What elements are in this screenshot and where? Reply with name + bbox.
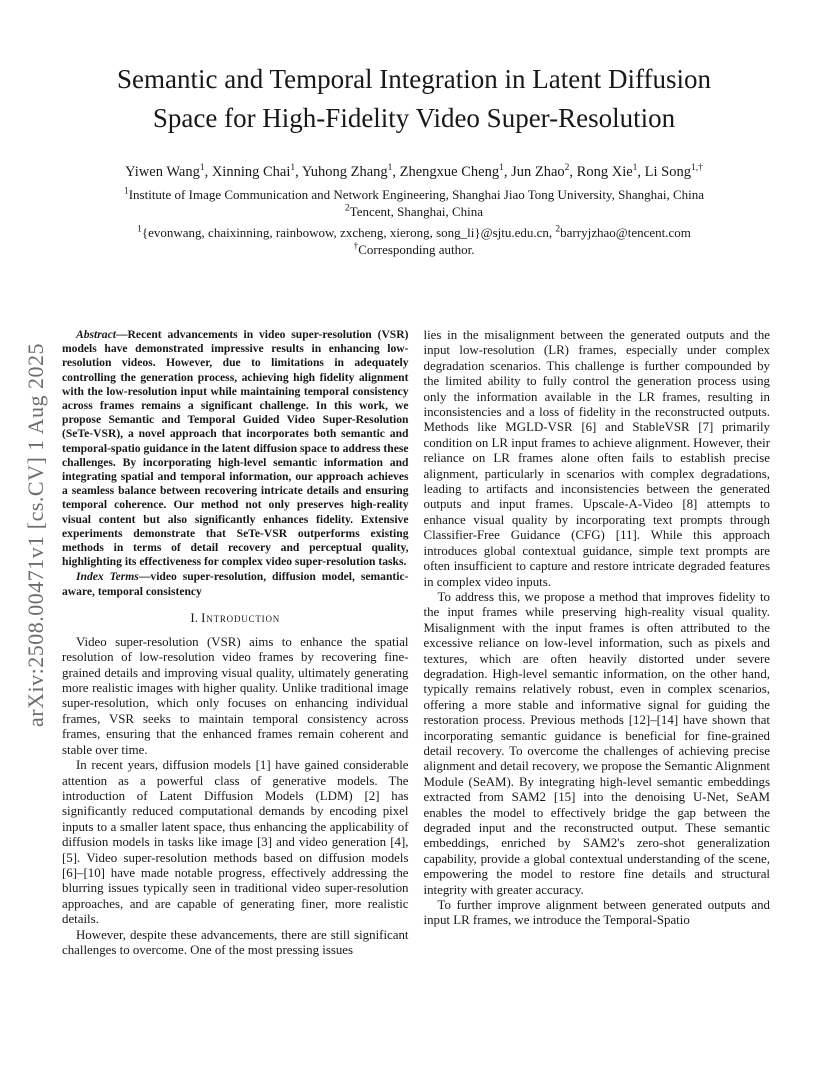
intro-paragraph: Video super-resolution (VSR) aims to enhance the spatial resolution of low-resolution video frames by recovering fine-grained details and improving visual quality, ultimately generating more realistic images with higher quality. Unlike traditional image super-resolution, which only focuses on enhancing individual frames, VSR seeks to maintain temporal consistency across frames, ensuring that the enhanced frames remain coherent and stable over time. — [62, 634, 409, 757]
author-name: Rong Xie$^1$, — [576, 163, 645, 180]
left-column — [62, 328, 409, 958]
two-column-body — [62, 328, 770, 958]
arxiv-banner: arXiv:2508.00471v1 [cs.CV] 1 Aug 2025 — [23, 343, 48, 727]
author-name: Yiwen Wang$^1$, — [125, 163, 212, 180]
affil-marker: 1 — [123, 186, 129, 197]
author-affil-marker: 1 — [632, 163, 638, 174]
affil-marker: 2 — [344, 203, 350, 214]
intro-paragraph: To further improve alignment between generated outputs and input LR frames, we introduce the Temporal-Spatio — [423, 898, 770, 928]
author-name: Xinning Chai$^1$, — [211, 163, 302, 180]
paper-title: Semantic and Temporal Integration in Latent Diffusion Space for High-Fidelity Video Super-Resolution — [117, 64, 711, 133]
intro-paragraph: In recent years, diffusion models [1] have gained considerable attention as a powerful class of generative models. The introduction of Latent Diffusion Models (LDM) [2] has significantly reduced computational demands by encoding pixel inputs to a smaller latent space, thus enhancing the applicability of diffusion models in tasks like image [3] and video generation [4], [5]. Video super-resolution methods based on diffusion models [6]–[10] have made notable progress, effectively addressing the blurring issues typically seen in traditional video super-resolution approaches, and are capable of generating finer, more realistic details. — [62, 758, 409, 927]
index-terms: Index Terms—video super-resolution, diffusion model, semantic-aware, temporal consistency — [62, 570, 409, 598]
email-tencent: barryjzhao@tencent.com — [560, 225, 691, 240]
email-group-sjtu: {evonwang, chaixinning, rainbowow, zxcheng, xierong, song_li}@sjtu.edu.cn, — [141, 225, 556, 240]
corresponding-author-note: †Corresponding author. — [353, 241, 475, 257]
paper-header — [0, 0, 828, 258]
dagger-marker: † — [353, 241, 359, 252]
affiliation-1: $^1$Institute of Image Communication and Network Engineering, Shanghai Jiao Tong University, Shanghai, China — [123, 186, 705, 202]
author-affil-marker: 1 — [290, 163, 296, 174]
index-terms-label: Index Terms — [76, 570, 139, 584]
author-affil-marker: 1 — [199, 163, 205, 174]
author-affil-marker: 1,† — [690, 163, 703, 174]
intro-paragraph: To address this, we propose a method that improves fidelity to the input frames while preserving high-reality visual quality. Misalignment with the input frames is often attributed to the excessive reliance on low-level information, such as pixels and textures, which are often heavily distorted under severe degradation. High-level semantic information, on the other hand, typically remains relatively robust, even in complex scenarios, offering a more stable and informative signal for guiding the restoration process. Previous methods [12]–[14] have shown that incorporating semantic guidance is beneficial for fine-grained detail recovery. To overcome the challenges of achieving precise alignment and detail recovery, we propose the Semantic Alignment Module (SeAM). By integrating high-level semantic embeddings extracted from SAM2 [15] into the denoising U-Net, SeAM enables the model to effectively bridge the gap between the degraded input and the reconstructed output. These semantic embeddings, enriched by SAM2's zero-shot generalization capability, provide a global contextual understanding of the scene, empowering the model to restore fine details and structural integrity with greater accuracy. — [423, 589, 770, 897]
email-affil-marker: 1 — [137, 224, 142, 235]
email-line — [0, 224, 828, 241]
right-column — [424, 328, 771, 958]
email-affil-marker: 2 — [555, 224, 561, 235]
author-name: Jun Zhao$^2$, — [511, 163, 577, 180]
abstract-label: Abstract — [76, 328, 116, 341]
affiliation-2: $^2$Tencent, Shanghai, China — [344, 203, 484, 219]
intro-paragraph: lies in the misalignment between the generated outputs and the input low-resolution (LR) frames, especially under complex degradation scenarios. This challenge is further compounded by the limited ability to fully control the generation process using only the information available in the LR frames, resulting in inconsistencies and a loss of fidelity in the reconstructed outputs. Methods like MGLD-VSR [6] and StableVSR [7] primarily condition on LR input frames to achieve alignment. However, their reliance on LR frames alone often fails to establish precise alignment, particularly in scenarios with complex degradations, leading to artifacts and inconsistencies between the generated outputs and input frames. Upscale-A-Video [8] attempts to enhance visual quality by incorporating text prompts through Classifier-Free Guidance (CFG) [11]. While this approach introduces global contextual guidance, simple text prompts are often insufficient to capture and restore intricate degraded features in complex video inputs. — [423, 328, 770, 589]
abstract: Abstract—Recent advancements in video super-resolution (VSR) models have demonstrated impressive results in enhancing low-resolution videos. However, due to limitations in adequately controlling the generation process, achieving high fidelity alignment with the low-resolution input while maintaining temporal consistency across frames remains a significant challenge. In this work, we propose Semantic and Temporal Guided Video Super-Resolution (SeTe-VSR), a novel approach that incorporates both semantic and temporal-spatio guidance in the latent diffusion space to address these challenges. By incorporating high-level semantic information and integrating spatial and temporal information, our approach achieves a seamless balance between recovering intricate details and ensuring temporal coherence. Our method not only preserves high-reality visual content but also significantly enhances fidelity. Extensive experiments demonstrate that SeTe-VSR outperforms existing methods in terms of detail recovery and perceptual quality, highlighting its effectiveness for complex video super-resolution tasks. — [62, 328, 409, 569]
intro-paragraph: However, despite these advancements, there are still significant challenges to overcome. One of the most pressing issues — [62, 927, 409, 957]
author-affil-marker: 1 — [499, 163, 504, 174]
author-name: Zhengxue Cheng$^1$, — [399, 163, 512, 180]
author-name: Li Song$^{1,\dagger}$ — [644, 163, 703, 180]
author-affil-marker: 2 — [564, 163, 570, 174]
author-line — [0, 164, 828, 181]
author-name: Yuhong Zhang$^1$, — [301, 163, 400, 180]
section-heading-introduction: I. Introduction — [190, 610, 281, 625]
author-affil-marker: 1 — [387, 163, 393, 174]
